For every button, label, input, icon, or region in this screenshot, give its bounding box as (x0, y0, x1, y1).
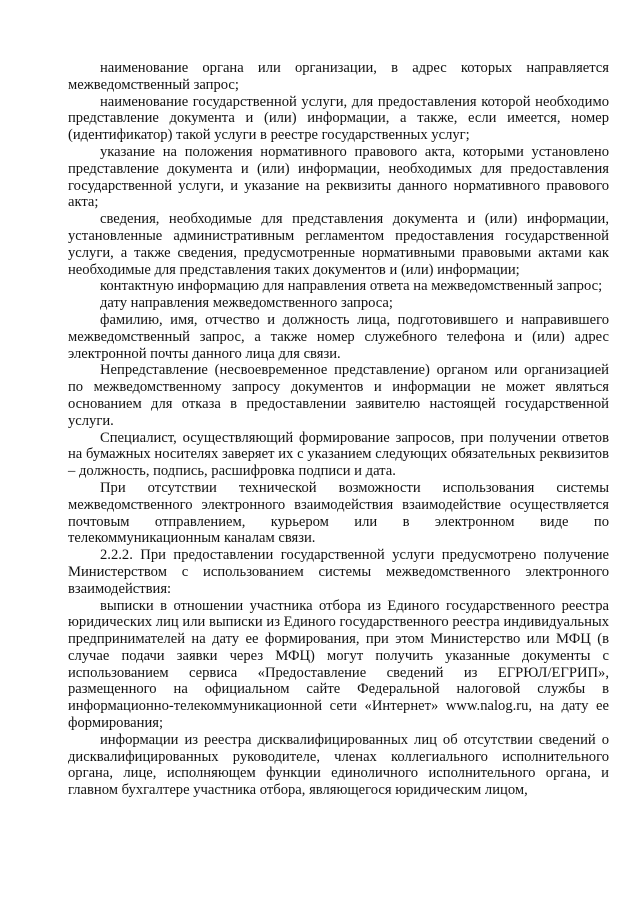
paragraph-3: указание на положения нормативного правового акта, которыми установлено представление документа и (или) информации, необходимых для предоставления государственной услуги, и указание на реквизиты данного нормативного правового акта; (68, 143, 609, 211)
paragraph-11: 2.2.2. При предоставлении государственной услуги предусмотрено получение Министерством с использованием системы межведомственного электронного взаимодействия: (68, 547, 609, 597)
paragraph-7: фамилию, имя, отчество и должность лица, подготовившего и направившего межведомственный запрос, а также номер служебного телефона и (или) адрес электронной почты данного лица для связи. (68, 311, 609, 362)
paragraph-4: сведения, необходимые для представления документа и (или) информации, установленные административным регламентом предоставления государственной услуги, а также сведения, предусмотренные нормативными правовыми актами как необходимые для представления таких документов и (или) информации; (68, 211, 609, 278)
paragraph-10: При отсутствии технической возможности использования системы межведомственного электронного взаимодействия взаимодействие осуществляется почтовым отправлением, курьером или в электронном виде по телекоммуникационным каналам связи. (68, 479, 609, 547)
paragraph-5: контактную информацию для направления ответа на межведомственный запрос; (100, 278, 603, 295)
paragraph-1: наименование органа или организации, в адрес которых направляется межведомственный запрос; (68, 60, 609, 93)
paragraph-12: выписки в отношении участника отбора из Единого государственного реестра юридических лиц или выписки из Единого государственного реестра индивидуальных предпринимателей на дату ее формирования, при этом Министерство или МФЦ (в случае подачи заявки через МФЦ) могут получить указанные документы с использованием сервиса «Предоставление сведений из ЕГРЮЛ/ЕГРИП», размещенного на официальном сайте Федеральной налоговой службы в информационно-телекоммуникационной сети «Интернет» www.nalog.ru, на дату ее формирования; (68, 597, 609, 732)
paragraph-13: информации из реестра дисквалифицированных лиц об отсутствии сведений о дисквалифицированных руководителе, членах коллегиального исполнительного органа, лице, исполняющем функции единоличного исполнительного органа, и главном бухгалтере участника отбора, являющегося юридическим лицом, (68, 731, 609, 799)
paragraph-6: дату направления межведомственного запроса; (100, 295, 393, 312)
document-page (68, 60, 609, 799)
paragraph-2: наименование государственной услуги, для предоставления которой необходимо представление документа и (или) информации, а также, если имеется, номер (идентификатор) такой услуги в реестре государственных услуг; (68, 93, 609, 144)
paragraph-9: Специалист, осуществляющий формирование запросов, при получении ответов на бумажных носителях заверяет их с указанием следующих обязательных реквизитов – должность, подпись, расшифровка подписи и дата. (68, 429, 609, 480)
paragraph-8: Непредставление (несвоевременное представление) органом или организацией по межведомственному запросу документов и информации не может являться основанием для отказа в предоставлении заявителю настоящей государственной услуги. (68, 362, 609, 429)
